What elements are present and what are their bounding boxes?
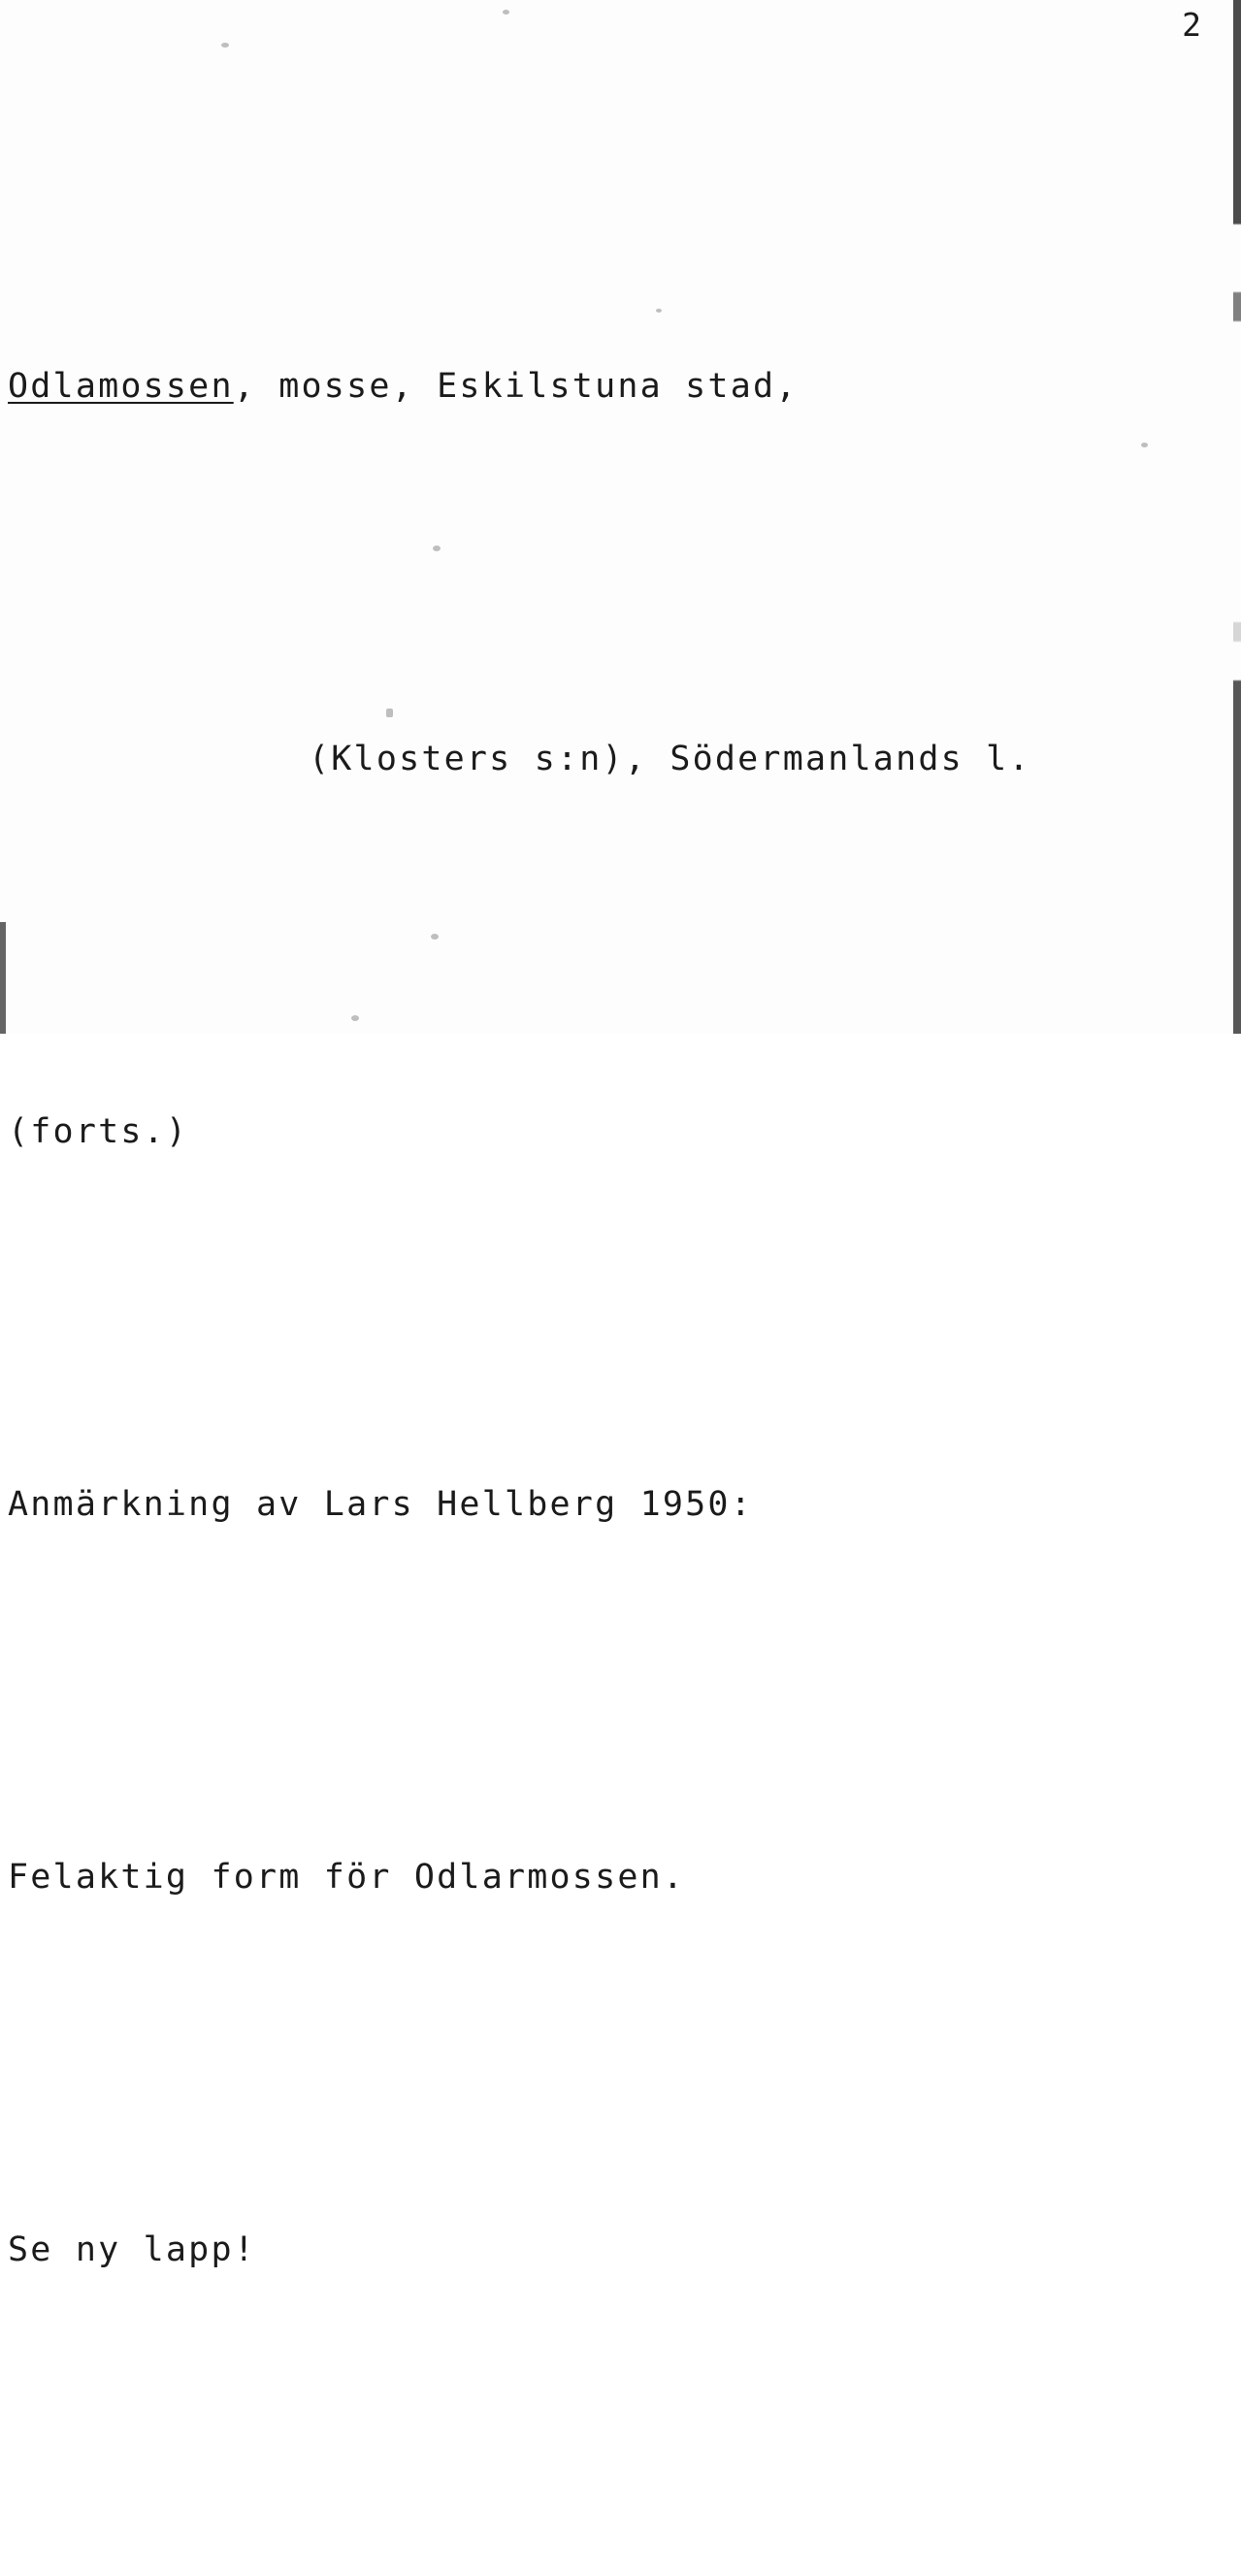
cross-reference-line: Se ny lapp! xyxy=(8,2230,256,2269)
scan-speck xyxy=(221,43,229,48)
note-attribution-line: Anmärkning av Lars Hellberg 1950: xyxy=(8,1485,753,1524)
scan-edge-bottom-left xyxy=(0,922,6,1034)
scan-speck xyxy=(503,10,509,15)
card-text-block xyxy=(8,60,1225,2576)
note-body-line: Felaktig form för Odlarmossen. xyxy=(8,1858,686,1897)
scan-edge-right xyxy=(1233,0,1241,1034)
page-number: 2 xyxy=(1182,6,1202,44)
parish-line: (Klosters s:n), Södermanlands l. xyxy=(309,740,1031,778)
headword: Odlamossen xyxy=(8,367,234,406)
headword-line-rest: , mosse, Eskilstuna stad, xyxy=(233,367,799,406)
headword-line xyxy=(8,340,1225,433)
continuation-line: (forts.) xyxy=(8,1112,189,1151)
